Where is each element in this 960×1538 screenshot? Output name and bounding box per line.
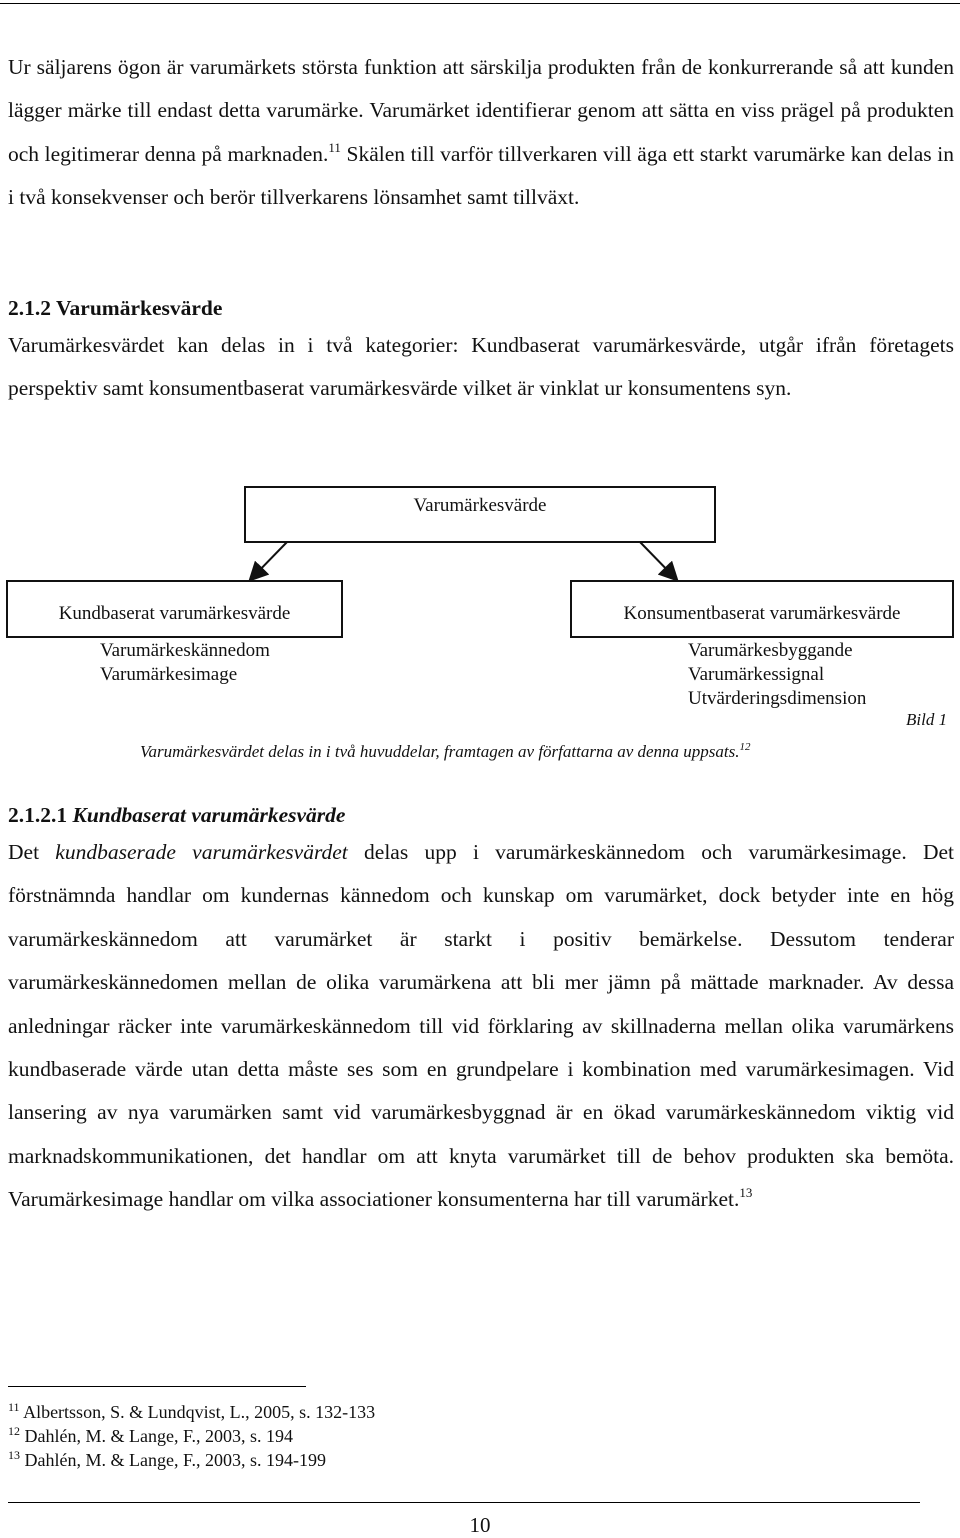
top-box-label: Varumärkesvärde — [413, 495, 547, 516]
footnote — [8, 1400, 375, 1424]
figure-caption — [140, 742, 751, 762]
footnote-ref-11: 11 — [328, 139, 341, 155]
footnote-text: Dahlén, M. & Lange, F., 2003, s. 194 — [20, 1426, 294, 1446]
bottom-rule — [8, 1502, 920, 1503]
footnotes — [8, 1400, 375, 1472]
figure-label: Bild 1 — [906, 710, 948, 729]
footnote-text: Albertsson, S. & Lundqvist, L., 2005, s. 132-133 — [19, 1402, 376, 1422]
right-item: Utvärderingsdimension — [688, 688, 867, 709]
footnote-number: 12 — [8, 1424, 20, 1438]
paragraph-kundbaserat-text-b: delas upp i varumärkeskännedom och varumärkesimage. Det förstnämnda handlar om kundernas kännedom och kunskap om varumärket, dock betyder inte en hög varumärkeskännedom att varumärket är starkt i positiv bemärkelse. Dessutom tenderar varumärkeskännedomen mellan de olika varumärkena att bli mer jämn på mättade marknader. Av dessa anledningar räcker inte varumärkeskännedom till vid förklaring av skillnaderna mellan olika varumärkens kundbaserade värde utan detta måste ses som en grundpelare i kombination med varumärkesimagen. Vid lansering av nya varumärken samt vid varumärkesbyggnad är en ökad varumärkeskännedom viktig vid marknadskommunikationen, det handlar om att knyta varumärket till de behov produkten ska bemöta. Varumärkesimage handlar om vilka associationer konsumenterna har till varumärket. — [8, 840, 955, 1212]
footnote-ref-13: 13 — [739, 1185, 753, 1201]
paragraph-intro-text-2: Skälen till varför tillverkaren vill äga ett starkt varumärke kan delas in i två konsekvenser och berör tillverkarens lönsamhet samt tillväxt. — [8, 141, 954, 210]
paragraph-kundbaserat-italic: kundbaserade varumärkesvärdet — [55, 840, 348, 864]
arrow-left — [251, 542, 287, 579]
section-heading-kundbaserat — [8, 803, 345, 828]
diagram-lines — [0, 480, 960, 780]
figure-caption-text: Varumärkesvärdet delas in i två huvuddelar, framtagen av författarna av denna uppsats. — [140, 742, 740, 761]
paragraph-kundbaserat-text-a: Det — [8, 840, 56, 864]
paragraph-varumarkesvarde: Varumärkesvärdet kan delas in i två kategorier: Kundbaserat varumärkesvärde, utgår ifrån företagets perspektiv samt konsumentbaserat varumärkesvärde vilket är vinklat ur konsumentens syn. — [8, 333, 954, 401]
section-heading-varumarkesvarde: 2.1.2 Varumärkesvärde — [8, 296, 223, 320]
footnote-separator — [8, 1386, 306, 1387]
left-box-label: Kundbaserat varumärkesvärde — [58, 603, 291, 624]
right-item: Varumärkessignal — [688, 664, 825, 685]
left-items — [100, 639, 270, 687]
footnote-number: 11 — [8, 1400, 20, 1414]
left-item: Varumärkeskännedom — [100, 640, 270, 661]
footnote-ref-12: 12 — [739, 741, 751, 753]
figure-diagram — [0, 480, 960, 780]
right-items — [688, 639, 866, 711]
footnote-text: Dahlén, M. & Lange, F., 2003, s. 194-199 — [20, 1450, 327, 1470]
footnote — [8, 1424, 375, 1448]
paragraph-intro — [8, 46, 954, 220]
footnote-number: 13 — [8, 1448, 20, 1462]
paragraph-kundbaserat — [8, 831, 954, 1222]
right-box-label: Konsumentbaserat varumärkesvärde — [623, 603, 901, 624]
left-item: Varumärkesimage — [100, 664, 238, 685]
paragraph-intro-text-1: Ur säljarens ögon är varumärkets största funktion att särskilja produkten från de konkurrerande så att kunden lägger märke till endast detta varumärke. Varumärket identifierar genom att sätta en viss prägel på produkten och legitimerar denna på marknaden. — [8, 55, 954, 166]
section-heading-title: Kundbaserat varumärkesvärde — [72, 803, 346, 827]
page-number: 10 — [469, 1513, 491, 1537]
section-heading-number: 2.1.2.1 — [8, 803, 68, 827]
footnote — [8, 1448, 375, 1472]
right-item: Varumärkesbyggande — [688, 640, 853, 661]
top-rule — [0, 3, 960, 4]
arrow-right — [640, 542, 676, 579]
